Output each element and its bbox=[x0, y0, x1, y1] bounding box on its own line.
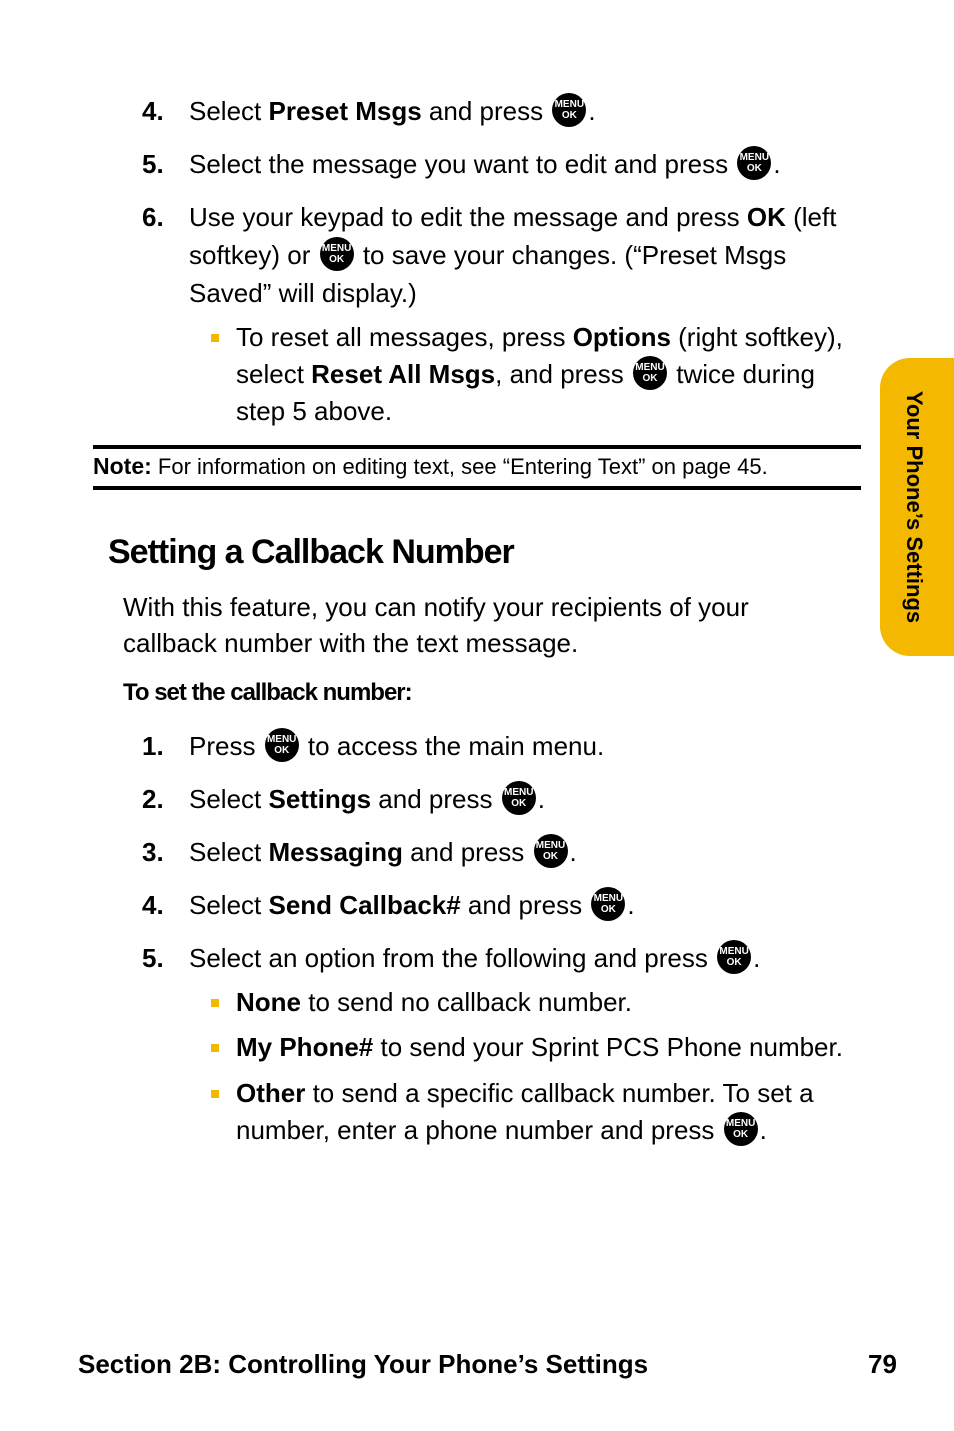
step-number: 1. bbox=[142, 731, 164, 761]
footer-section-title: Section 2B: Controlling Your Phone’s Settings bbox=[78, 1349, 649, 1379]
bullet-text: None to send no callback number. bbox=[236, 987, 632, 1017]
menu-ok-key-icon: MENU OK bbox=[552, 93, 586, 127]
note-text: For information on editing text, see “Entering Text” on page 45. bbox=[151, 454, 768, 479]
bullet-text: To reset all messages, press Options (right softkey), select Reset All Msgs, and press MENU OK twice during step 5 above. bbox=[236, 322, 843, 427]
bullet-text: Other to send a specific callback number. To set a number, enter a phone number and press MENU OK . bbox=[236, 1078, 814, 1145]
procedure-subheading: To set the callback number: bbox=[123, 679, 412, 706]
section-heading: Setting a Callback Number bbox=[108, 533, 514, 571]
footer-page-number: 79 bbox=[868, 1349, 897, 1379]
menu-ok-key-icon: MENU OK bbox=[633, 356, 667, 390]
step-number: 4. bbox=[142, 890, 164, 920]
intro-paragraph: With this feature, you can notify your recipients of your callback number with the text message. bbox=[123, 592, 749, 658]
step-text: Use your keypad to edit the message and press OK (left softkey) or MENU OK to save your changes. (“Preset Msgs Saved” will display.) bbox=[189, 202, 837, 309]
bullet-square-icon bbox=[211, 1044, 219, 1052]
note bbox=[93, 451, 768, 482]
menu-ok-key-icon: MENU OK bbox=[502, 781, 536, 815]
step-text: Select an option from the following and press MENU OK . bbox=[189, 939, 869, 977]
step-number: 3. bbox=[142, 837, 164, 867]
menu-ok-key-icon: MENU OK bbox=[737, 146, 771, 180]
menu-ok-key-icon: MENU OK bbox=[591, 887, 625, 921]
step-text: Select the message you want to edit and press MENU OK . bbox=[189, 145, 869, 183]
menu-ok-key-icon: MENU OK bbox=[534, 834, 568, 868]
bullet-square-icon bbox=[211, 1090, 219, 1098]
step-text: Select Messaging and press MENU OK . bbox=[189, 833, 869, 871]
step-text: Select Preset Msgs and press MENU OK . bbox=[189, 92, 869, 130]
step-number: 5. bbox=[142, 149, 164, 179]
note-top-rule bbox=[93, 445, 861, 449]
menu-ok-key-icon: MENU OK bbox=[717, 940, 751, 974]
menu-ok-key-icon: MENU OK bbox=[724, 1112, 758, 1146]
note-bottom-rule bbox=[93, 486, 861, 490]
bullet-square-icon bbox=[211, 999, 219, 1007]
step-text: Select Send Callback# and press MENU OK . bbox=[189, 886, 869, 924]
side-tab-label: Your Phone’s Settings bbox=[902, 390, 927, 624]
step-text: Press MENU OK to access the main menu. bbox=[189, 727, 869, 765]
step-number: 2. bbox=[142, 784, 164, 814]
note-label: Note: bbox=[93, 453, 152, 479]
menu-ok-key-icon: MENU OK bbox=[320, 237, 354, 271]
step-number: 5. bbox=[142, 943, 164, 973]
menu-ok-key-icon: MENU OK bbox=[265, 728, 299, 762]
step-text: Select Settings and press MENU OK . bbox=[189, 780, 869, 818]
step-number: 6. bbox=[142, 202, 164, 232]
bullet-text: My Phone# to send your Sprint PCS Phone number. bbox=[236, 1032, 843, 1062]
bullet-square-icon bbox=[211, 334, 219, 342]
step-number: 4. bbox=[142, 96, 164, 126]
